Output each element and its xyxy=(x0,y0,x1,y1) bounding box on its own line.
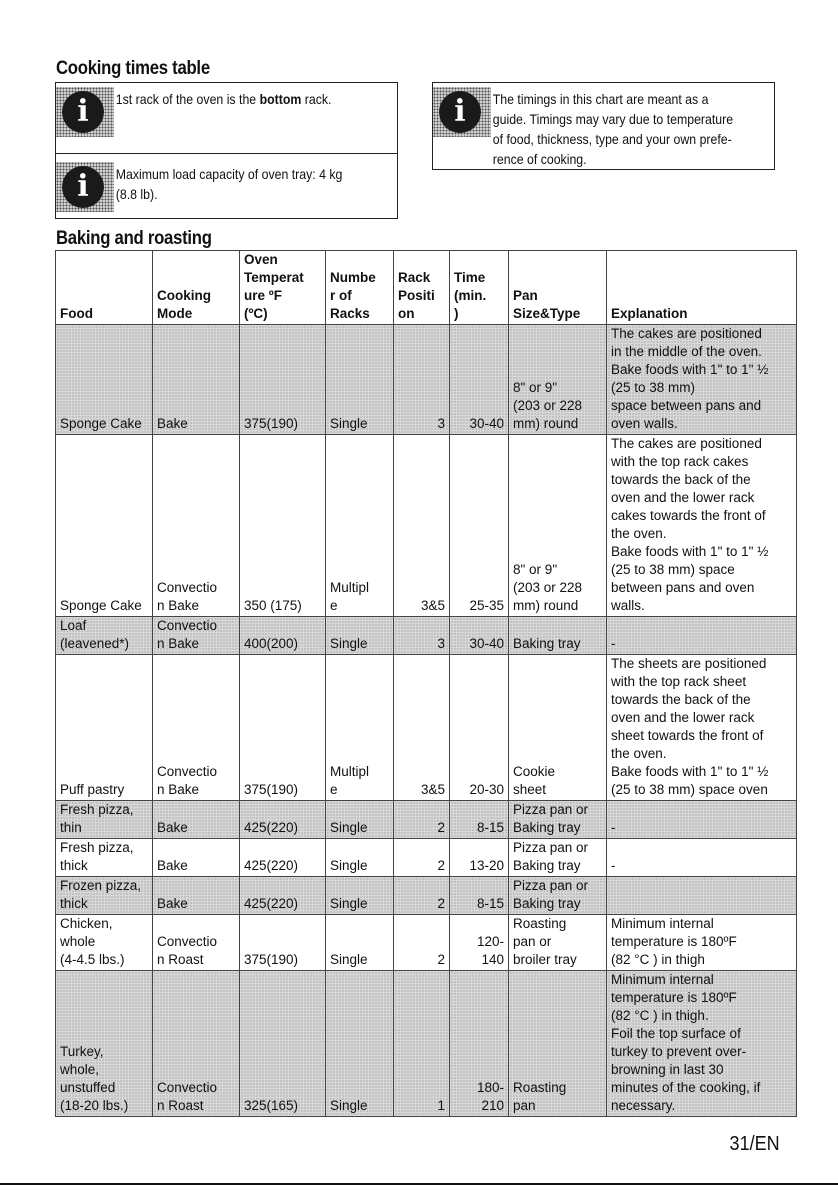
cell-racks: Single xyxy=(326,877,394,915)
cell-mode: Convectio n Bake xyxy=(153,435,240,617)
bottom-rule xyxy=(0,1183,838,1185)
cell-temp: 425(220) xyxy=(240,877,326,915)
cell-explanation: The cakes are positioned with the top rack cakes towards the back of the oven and the lower rack cakes towards the front of the oven. Bake foods with 1" to 1" ½ (25 to 38 mm) space between pans and oven walls. xyxy=(607,435,797,617)
info-row-load xyxy=(56,162,397,212)
cell-food: Sponge Cake xyxy=(56,325,153,435)
cell-explanation xyxy=(607,877,797,915)
cell-position: 3 xyxy=(394,325,450,435)
cooking-table xyxy=(55,250,797,1117)
table-row xyxy=(56,617,797,655)
cell-time: 30-40 xyxy=(450,617,509,655)
cell-position: 3 xyxy=(394,617,450,655)
table-row xyxy=(56,801,797,839)
cell-temp: 350 (175) xyxy=(240,435,326,617)
cell-pan: 8" or 9" (203 or 228 mm) round xyxy=(509,435,607,617)
cell-food: Fresh pizza, thick xyxy=(56,839,153,877)
cell-time: 180- 210 xyxy=(450,971,509,1117)
cell-mode: Convectio n Roast xyxy=(153,971,240,1117)
cell-time: 30-40 xyxy=(450,325,509,435)
cell-explanation: Minimum internal temperature is 180ºF (82 °C ) in thigh xyxy=(607,915,797,971)
cell-time: 8-15 xyxy=(450,877,509,915)
load-note: Maximum load capacity of oven tray: 4 kg (8.8 lb). xyxy=(115,166,343,202)
info-row-rack xyxy=(56,87,397,137)
cell-explanation: - xyxy=(607,801,797,839)
cell-explanation: The cakes are positioned in the middle of the oven. Bake foods with 1" to 1" ½ (25 to 38 mm) space between pans and oven walls. xyxy=(607,325,797,435)
cell-time: 8-15 xyxy=(450,801,509,839)
cell-food: Sponge Cake xyxy=(56,435,153,617)
cooking-times-title: Cooking times table xyxy=(56,58,210,79)
col-header-pan: Pan Size&Type xyxy=(509,251,607,325)
cell-mode: Bake xyxy=(153,839,240,877)
baking-roasting-title: Baking and roasting xyxy=(56,228,212,249)
page-number: 31/EN xyxy=(729,1133,780,1155)
cell-pan: Pizza pan or Baking tray xyxy=(509,877,607,915)
cell-temp: 425(220) xyxy=(240,839,326,877)
cell-mode: Convectio n Roast xyxy=(153,915,240,971)
info-box-timing xyxy=(432,82,775,170)
cell-mode: Bake xyxy=(153,877,240,915)
col-header-food: Food xyxy=(56,251,153,325)
cell-time: 120- 140 xyxy=(450,915,509,971)
table-row xyxy=(56,325,797,435)
cell-food: Frozen pizza, thick xyxy=(56,877,153,915)
rack-note: 1st rack of the oven is the bottom rack. xyxy=(115,91,332,107)
cell-temp: 400(200) xyxy=(240,617,326,655)
cell-position: 2 xyxy=(394,877,450,915)
cell-position: 2 xyxy=(394,915,450,971)
table-header-row xyxy=(56,251,797,325)
cell-explanation: Minimum internal temperature is 180ºF (82 °C ) in thigh. Foil the top surface of turkey to prevent over- browning in last 30 minutes of the cooking, if necessary. xyxy=(607,971,797,1117)
cell-racks: Single xyxy=(326,325,394,435)
cell-mode: Convectio n Bake xyxy=(153,617,240,655)
cell-pan: Roasting pan or broiler tray xyxy=(509,915,607,971)
cell-time: 20-30 xyxy=(450,655,509,801)
cell-explanation: The sheets are positioned with the top rack sheet towards the back of the oven and the lower rack sheet towards the front of the oven. Bake foods with 1" to 1" ½ (25 to 38 mm) space oven xyxy=(607,655,797,801)
cell-food: Chicken, whole (4-4.5 lbs.) xyxy=(56,915,153,971)
cell-racks: Single xyxy=(326,915,394,971)
info-row-timing xyxy=(433,87,774,169)
info-icon: i xyxy=(56,162,114,212)
cell-pan: Roasting pan xyxy=(509,971,607,1117)
cell-food: Turkey, whole, unstuffed (18-20 lbs.) xyxy=(56,971,153,1117)
table-row xyxy=(56,839,797,877)
cell-racks: Single xyxy=(326,839,394,877)
cell-temp: 375(190) xyxy=(240,325,326,435)
cell-racks: Single xyxy=(326,801,394,839)
cell-position: 3&5 xyxy=(394,655,450,801)
cell-explanation: - xyxy=(607,839,797,877)
timing-note: The timings in this chart are meant as a guide. Timings may vary due to temperature of food, thickness, type and your own prefe- rence of cooking. xyxy=(492,91,734,167)
cell-pan: 8" or 9" (203 or 228 mm) round xyxy=(509,325,607,435)
col-header-racks: Numbe r of Racks xyxy=(326,251,394,325)
cell-food: Loaf (leavened*) xyxy=(56,617,153,655)
info-icon: i xyxy=(433,87,491,137)
cell-time: 13-20 xyxy=(450,839,509,877)
cell-temp: 375(190) xyxy=(240,915,326,971)
cell-temp: 375(190) xyxy=(240,655,326,801)
cell-food: Puff pastry xyxy=(56,655,153,801)
cell-mode: Bake xyxy=(153,801,240,839)
table-row xyxy=(56,915,797,971)
cell-temp: 425(220) xyxy=(240,801,326,839)
cell-explanation: - xyxy=(607,617,797,655)
table-row xyxy=(56,971,797,1117)
cell-position: 1 xyxy=(394,971,450,1117)
info-icon: i xyxy=(56,87,114,137)
col-header-mode: Cooking Mode xyxy=(153,251,240,325)
cell-temp: 325(165) xyxy=(240,971,326,1117)
table-row xyxy=(56,877,797,915)
cell-mode: Convectio n Bake xyxy=(153,655,240,801)
col-header-temp: Oven Temperat ure ºF (ºC) xyxy=(240,251,326,325)
cell-pan: Pizza pan or Baking tray xyxy=(509,801,607,839)
cell-racks: Single xyxy=(326,971,394,1117)
cell-mode: Bake xyxy=(153,325,240,435)
cell-pan: Cookie sheet xyxy=(509,655,607,801)
table-row xyxy=(56,435,797,617)
col-header-time: Time (min. ) xyxy=(450,251,509,325)
cell-racks: Single xyxy=(326,617,394,655)
cell-racks: Multipl e xyxy=(326,655,394,801)
cell-position: 2 xyxy=(394,839,450,877)
cell-racks: Multipl e xyxy=(326,435,394,617)
cell-food: Fresh pizza, thin xyxy=(56,801,153,839)
info-box-rack-load xyxy=(55,82,398,219)
cell-position: 3&5 xyxy=(394,435,450,617)
col-header-position: Rack Positi on xyxy=(394,251,450,325)
table-row xyxy=(56,655,797,801)
cell-position: 2 xyxy=(394,801,450,839)
cell-pan: Baking tray xyxy=(509,617,607,655)
info-divider xyxy=(56,153,397,154)
cell-time: 25-35 xyxy=(450,435,509,617)
cell-pan: Pizza pan or Baking tray xyxy=(509,839,607,877)
col-header-explanation: Explanation xyxy=(607,251,797,325)
